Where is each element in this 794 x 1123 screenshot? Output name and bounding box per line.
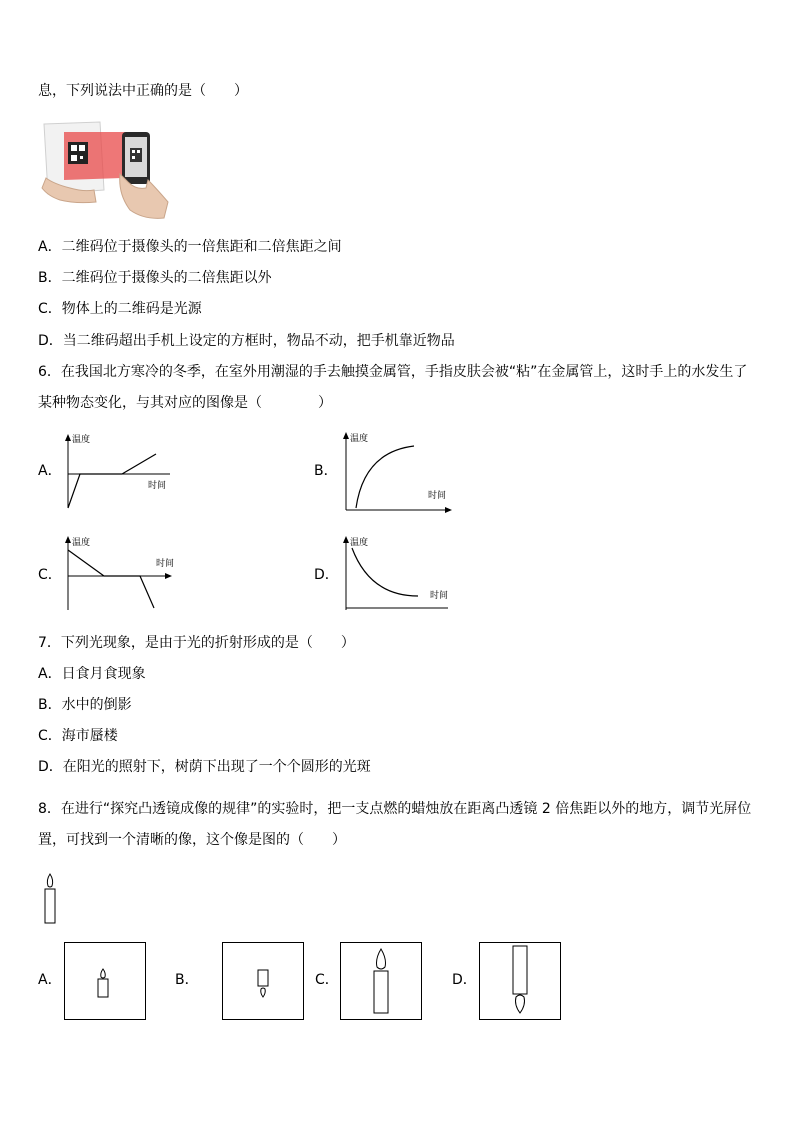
q5-stem-tail: 息，下列说法中正确的是（ ） bbox=[38, 83, 248, 99]
q7-stem: 7．下列光现象，是由于光的折射形成的是（ ） bbox=[38, 635, 355, 651]
q5-option-a: A．二维码位于摄像头的一倍焦距和二倍焦距之间 bbox=[38, 239, 342, 255]
q8-option-d-image bbox=[479, 942, 561, 1020]
q6-option-a-label: A． bbox=[38, 463, 62, 479]
q6-stem-line2: 某种物态变化，与其对应的图像是（ ） bbox=[38, 395, 332, 411]
q6-graph-b bbox=[340, 430, 455, 514]
q8-option-a-label: A． bbox=[38, 972, 62, 988]
q6-option-d-label: D． bbox=[314, 567, 339, 583]
q6-graph-c-y-label: 温度 bbox=[72, 538, 91, 548]
reference-candle bbox=[40, 872, 60, 926]
q6-graph-c-x-label: 时间 bbox=[156, 559, 175, 569]
q6-graph-d-y-label: 温度 bbox=[350, 538, 369, 548]
q5-option-b: B．二维码位于摄像头的二倍焦距以外 bbox=[38, 270, 272, 286]
q6-graph-a bbox=[60, 432, 180, 512]
q7-option-d: D．在阳光的照射下，树荫下出现了一个个圆形的光斑 bbox=[38, 759, 371, 775]
q7-option-a: A．日食月食现象 bbox=[38, 666, 146, 682]
q6-graph-d bbox=[340, 534, 455, 614]
q6-graph-d-x-label: 时间 bbox=[430, 591, 449, 601]
q6-graph-a-x-label: 时间 bbox=[148, 481, 167, 491]
q7-option-b: B．水中的倒影 bbox=[38, 697, 132, 713]
q8-option-a-image bbox=[64, 942, 146, 1020]
qr-scan-photo bbox=[40, 118, 170, 220]
q8-option-b-label: B． bbox=[175, 972, 199, 988]
q8-option-c-label: C． bbox=[315, 972, 339, 988]
q8-stem-line1: 8．在进行“探究凸透镜成像的规律”的实验时，把一支点燃的蜡烛放在距离凸透镜 2 倍焦距以外的地方，调节光屏位 bbox=[38, 801, 752, 817]
q8-option-b-image bbox=[222, 942, 304, 1020]
q6-stem-line1: 6．在我国北方寒冷的冬季，在室外用潮湿的手去触摸金属管，手指皮肤会被“粘”在金属管上，这时手上的水发生了 bbox=[38, 364, 748, 380]
q6-graph-b-y-label: 温度 bbox=[350, 434, 369, 444]
q8-option-d-label: D． bbox=[452, 972, 477, 988]
q6-graph-b-x-label: 时间 bbox=[428, 491, 447, 501]
q5-option-d: D．当二维码超出手机上设定的方框时，物品不动，把手机靠近物品 bbox=[38, 333, 455, 349]
q8-option-c-image bbox=[340, 942, 422, 1020]
q6-option-c-label: C． bbox=[38, 567, 62, 583]
q6-graph-a-y-label: 温度 bbox=[72, 435, 91, 445]
q8-stem-line2: 置，可找到一个清晰的像，这个像是图的（ ） bbox=[38, 832, 346, 848]
q6-option-b-label: B． bbox=[314, 463, 338, 479]
q7-option-c: C．海市蜃楼 bbox=[38, 728, 118, 744]
q6-graph-c bbox=[60, 534, 180, 614]
q5-option-c: C．物体上的二维码是光源 bbox=[38, 301, 202, 317]
